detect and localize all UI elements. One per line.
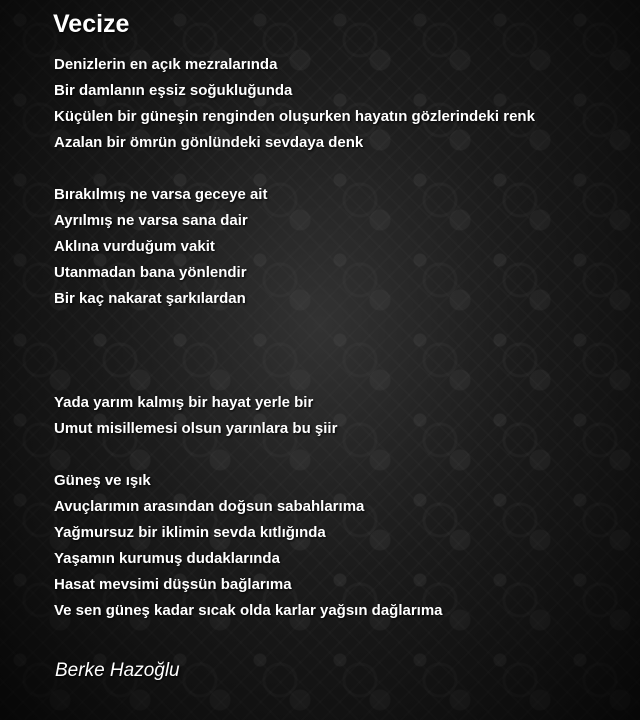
poem-author: Berke Hazoğlu <box>55 660 180 681</box>
poem-line: Umut misillemesi olsun yarınlara bu şiir <box>54 420 338 437</box>
stanza-spacer <box>54 442 624 468</box>
poem-line: Küçülen bir güneşin renginden oluşurken hayatın gözlerindeki renk <box>54 108 535 125</box>
poem-line: Ayrılmış ne varsa sana dair <box>54 212 248 229</box>
poem-line: Aklına vurduğum vakit <box>54 238 215 255</box>
poem-line: Yağmursuz bir iklimin sevda kıtlığında <box>54 524 326 541</box>
poem-body <box>54 52 624 624</box>
stanza-1 <box>54 52 624 156</box>
poem-line: Avuçlarımın arasından doğsun sabahlarıma <box>54 498 365 515</box>
poem-line: Ve sen güneş kadar sıcak olda karlar yağsın dağlarıma <box>54 602 443 619</box>
stanza-3 <box>54 390 624 442</box>
poem-line: Bırakılmış ne varsa geceye ait <box>54 186 268 203</box>
poem-line: Yaşamın kurumuş dudaklarında <box>54 550 280 567</box>
stanza-4 <box>54 468 624 624</box>
poem-line: Denizlerin en açık mezralarında <box>54 56 278 73</box>
poem-line: Bir damlanın eşsiz soğukluğunda <box>54 82 293 99</box>
stanza-2 <box>54 182 624 312</box>
poem-line: Utanmadan bana yönlendir <box>54 264 247 281</box>
poem-line: Yada yarım kalmış bir hayat yerle bir <box>54 394 314 411</box>
poem-line: Bir kaç nakarat şarkılardan <box>54 290 246 307</box>
poem-line: Azalan bir ömrün gönlündeki sevdaya denk <box>54 134 364 151</box>
poem-line: Güneş ve ışık <box>54 472 151 489</box>
poem-line: Hasat mevsimi düşsün bağlarıma <box>54 576 292 593</box>
stanza-spacer <box>54 312 624 390</box>
stanza-spacer <box>54 156 624 182</box>
poem-title: Vecize <box>53 10 130 38</box>
